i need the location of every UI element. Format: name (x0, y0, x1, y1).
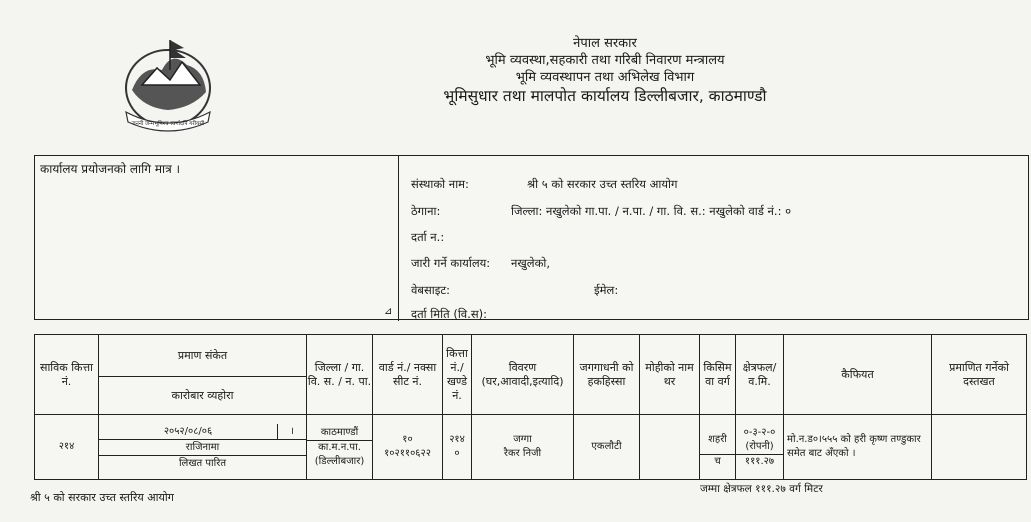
header-owner-share: जगगाधनी को हकहिस्सा (574, 335, 640, 415)
header-kitta-khande: कित्ता नं./ खण्डे नं. (443, 335, 472, 415)
header-tenant: मोहीको नाम थर (640, 335, 700, 415)
reg-date-label: दर्ता मिति (वि.स): (411, 307, 487, 321)
row-old-kitta: २१४ (35, 415, 99, 480)
address-row (411, 204, 792, 219)
row-area-unit: (रोपनी) (736, 440, 783, 455)
website-row (411, 283, 619, 298)
row-tenant (640, 415, 700, 480)
header-district: जिल्ला / गा. वि. स. / न. पा. (307, 335, 373, 415)
corner-mark: ⊿ (384, 306, 393, 317)
row-district-cell (307, 415, 373, 480)
row-map-sheet: १०२११०६२२ (384, 448, 431, 459)
row-khande: ० (454, 448, 460, 459)
office-use-label: कार्यालय प्रयोजनको लागि मात्र । (40, 162, 181, 176)
header-description: विवरण (घर,आवादी,इत्यादि) (472, 335, 574, 415)
issuing-office-label: जारी गर्ने कार्यालय: (411, 256, 491, 270)
org-name-value: श्री ५ को सरकार उच्त स्तरिय आयोग (527, 177, 678, 191)
header-area: क्षेत्रफल/ व.मि. (736, 335, 784, 415)
header-old-kitta: साविक कित्ता नं. (35, 335, 99, 415)
email-label: ईमेल: (594, 283, 619, 297)
row-seq: । (290, 425, 294, 437)
org-name-label: संस्थाको नाम: (411, 177, 469, 191)
row-share: एकलौटी (574, 415, 640, 480)
reg-no-row (411, 230, 444, 245)
govt-name: नेपाल सरकार (573, 36, 637, 51)
row-barga: च (714, 455, 721, 467)
land-record-table (34, 334, 1027, 480)
row-locality: (डिल्लीबजार) (314, 455, 365, 467)
ministry-name: भूमि व्यवस्था,सहकारी तथा गरिबी निवारण मन्त्रालय (485, 53, 725, 68)
issuing-office-row (411, 256, 551, 271)
row-area-cell (736, 415, 784, 480)
row-district: काठमाण्डौं (307, 426, 372, 441)
row-municipality: का.म.न.पा. (318, 441, 361, 453)
row-remarks: मो.न.ड०।५५५ को हरी कृष्ण तण्डुकार समेत बाट अँएको । (784, 415, 932, 480)
row-transaction: राजिनामा (99, 440, 306, 456)
org-name-row (411, 177, 678, 192)
row-area-ropani: ०-३-२-० (743, 426, 776, 438)
row-kitta-cell (443, 415, 472, 480)
row-ward: १० (402, 434, 413, 445)
row-description-cell (472, 415, 574, 480)
address-label: ठेगाना: (411, 204, 441, 218)
office-name: भूमिसुधार तथा मालपोत कार्यालय डिल्लीबजार, काठमाण्डौ (443, 87, 767, 105)
website-label: वेबसाइट: (411, 283, 451, 297)
header-pramaan-sanket: प्रमाण संकेत (99, 335, 307, 377)
header-ward: वार्ड नं./ नक्सा सीट नं. (373, 335, 443, 415)
row-desc2: रैकर निजी (503, 448, 542, 459)
row-type-cell (700, 415, 736, 480)
nepal-emblem-icon (112, 30, 224, 138)
address-value: जिल्ला: नखुलेको गा.पा. / न.पा. / गा. वि. स.: नखुलेको वार्ड नं.: ० (511, 204, 792, 218)
row-kisim: शहरी (700, 426, 735, 455)
office-use-panel (35, 156, 399, 321)
row-kitta: २१४ (449, 434, 465, 445)
issuing-office-value: नखुलेको, (511, 256, 551, 270)
total-area: जम्मा क्षेत्रफल १११.२७ वर्ग मिटर (700, 483, 823, 495)
reg-no-label: दर्ता न.: (411, 230, 445, 244)
header-remarks: कैफियत (784, 335, 932, 415)
row-written: लिखत पारित (178, 457, 227, 469)
row-area-sqm: १११.२७ (744, 455, 775, 467)
department-name: भूमि व्यवस्थापन तथा अभिलेख विभाग (515, 70, 695, 85)
row-date: २०५२/०८/०६ (99, 424, 278, 439)
row-transaction-cell (99, 415, 307, 480)
header-verifier: प्रमाणित गर्नेको दस्तखत (932, 335, 1027, 415)
row-desc1: जग्गा (513, 434, 532, 445)
header-type-class: किसिम वा वर्ग (700, 335, 736, 415)
header-karobar: कारोबार व्यहोरा (99, 377, 307, 415)
row-ward-cell (373, 415, 443, 480)
footer-org: श्री ५ को सरकार उच्त स्तरिय आयोग (30, 491, 174, 504)
info-box (34, 155, 1029, 320)
reg-date-row (411, 307, 487, 322)
row-verifier (932, 415, 1027, 480)
emblem-motto: जननी जन्मभूमिश्च स्वर्गादपि गरीयसी (131, 121, 205, 127)
document-heading (400, 35, 810, 105)
